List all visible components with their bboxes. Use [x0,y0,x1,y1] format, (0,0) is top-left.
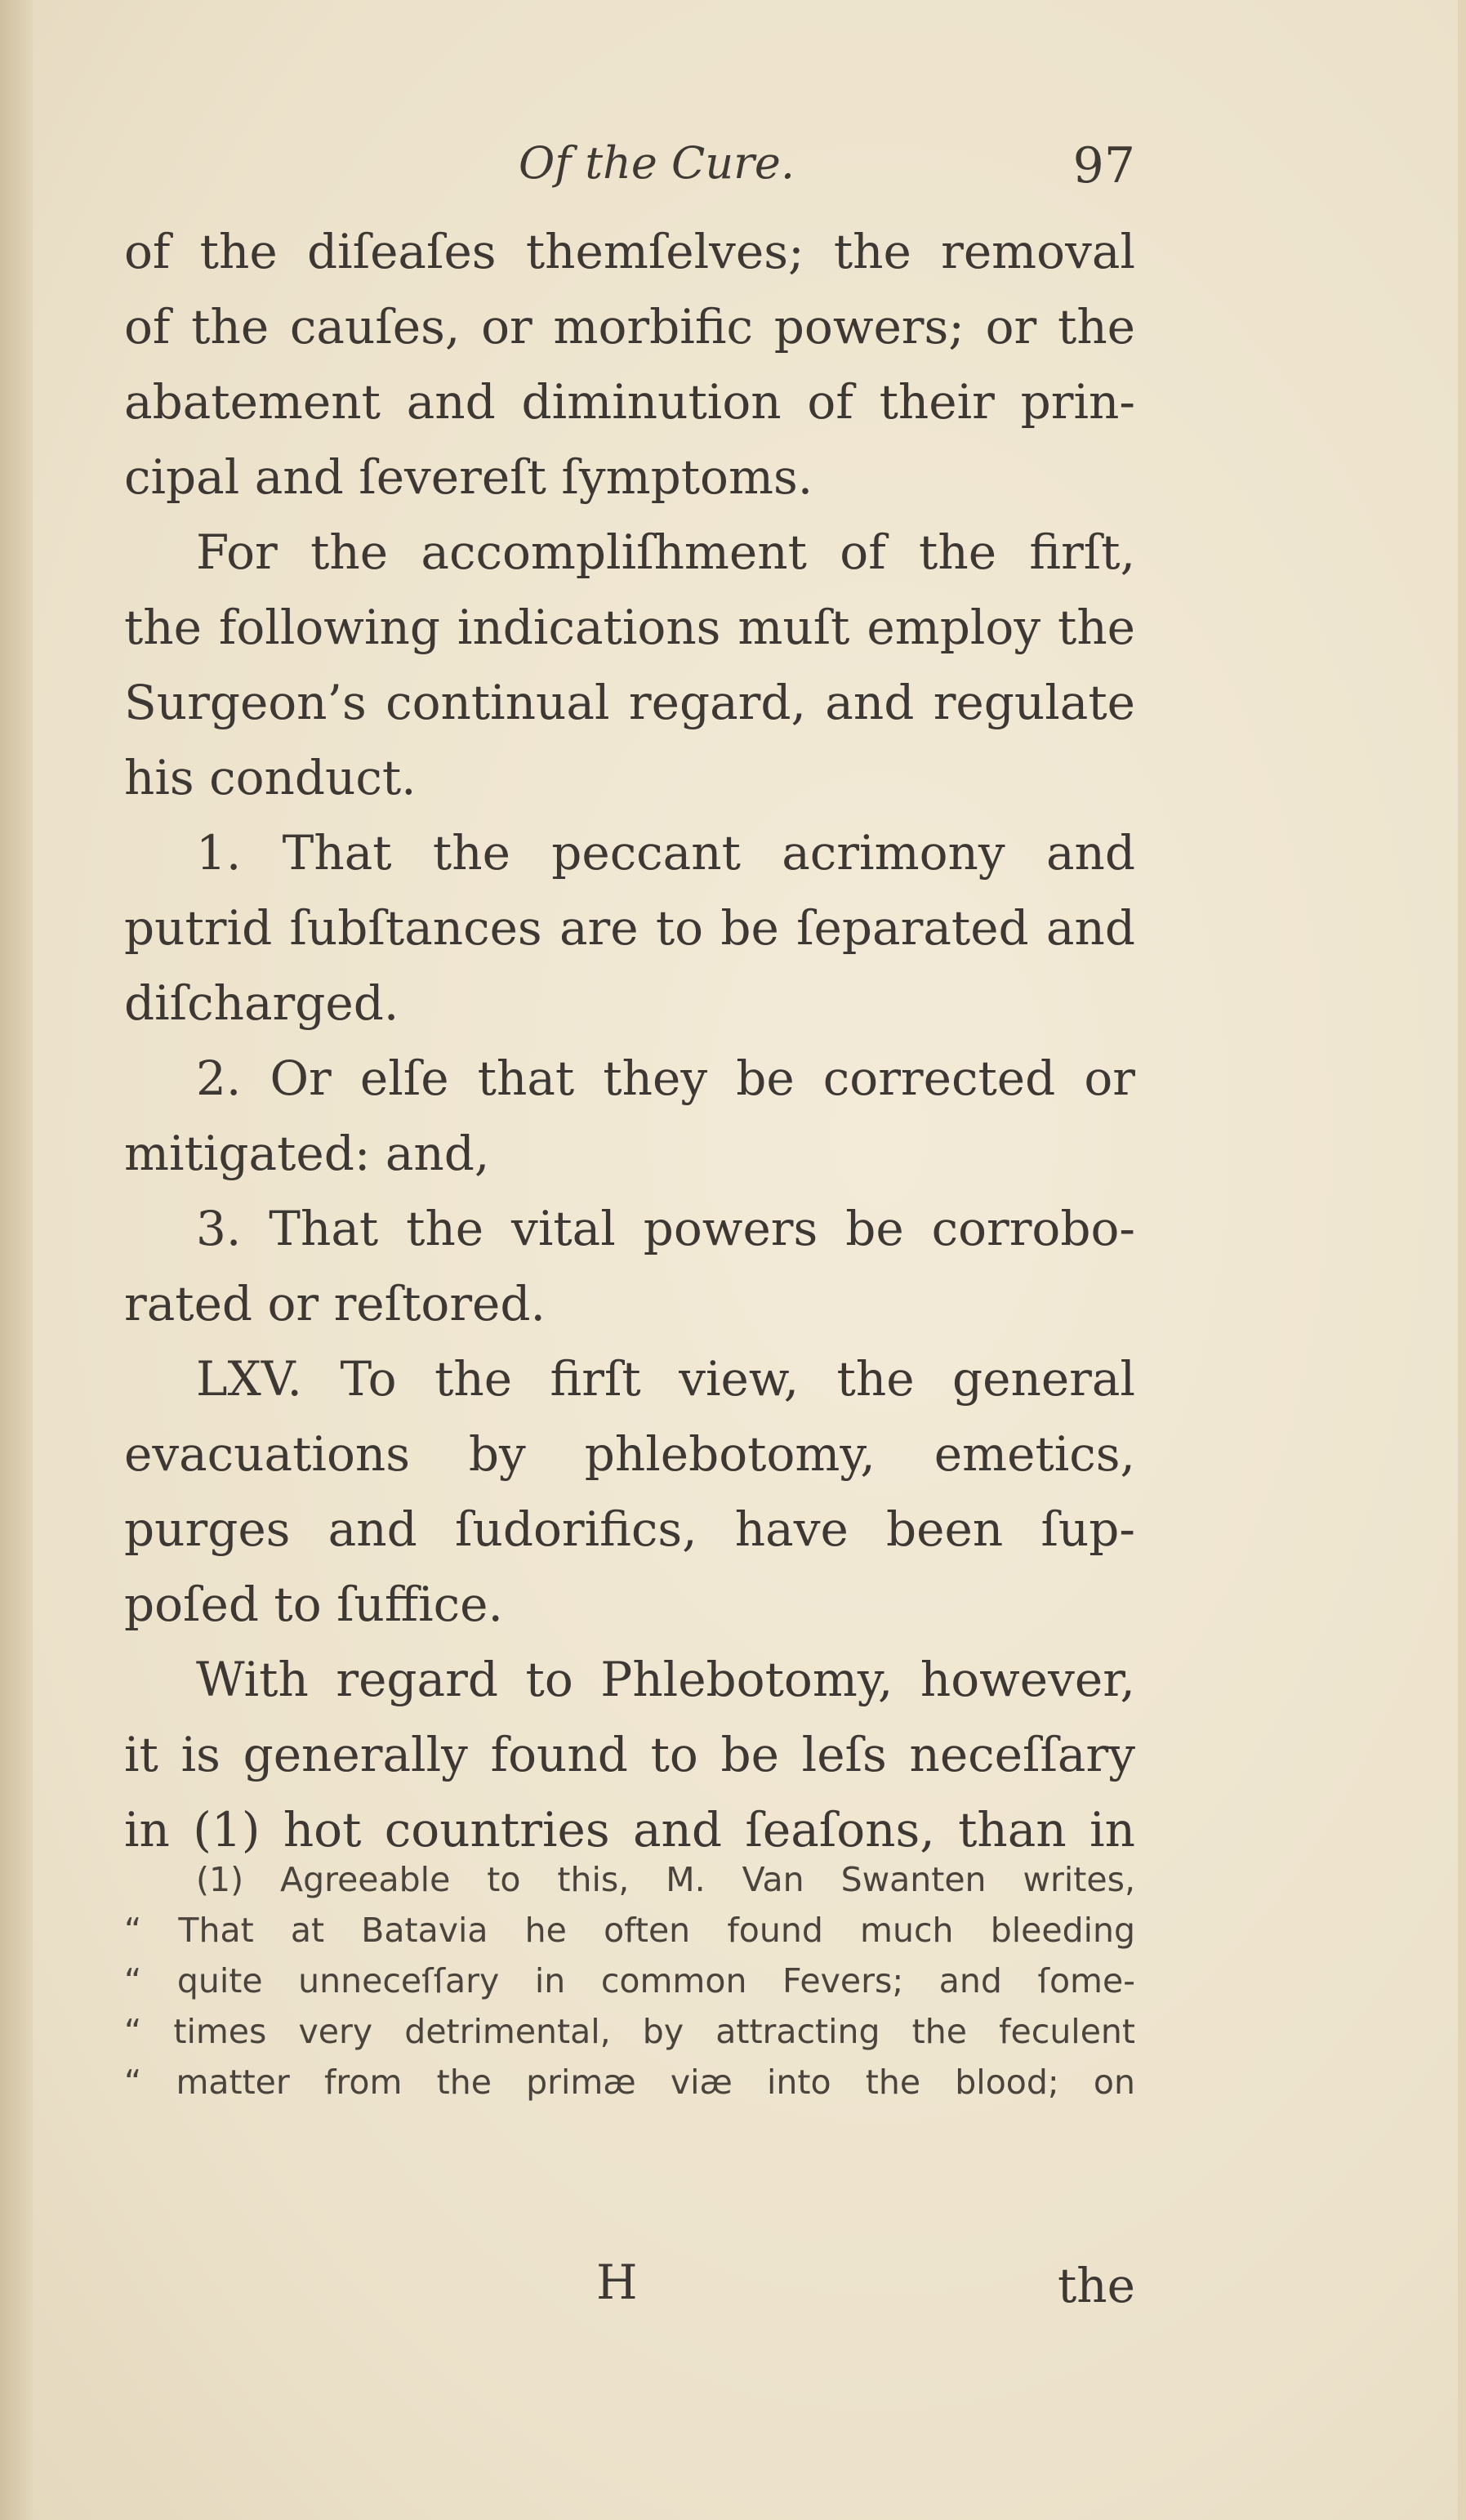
footnote-line: “ That at Batavia he often found much bleeding [124,1911,1135,1950]
footnote-line: “ times very detrimental, by attracting the feculent [124,2012,1135,2051]
text-line: his conduct. [124,750,417,805]
text-line: mitigated: and, [124,1126,490,1181]
signature-mark: H [596,2255,638,2310]
text-line: 1. That the peccant acrimony and [196,825,1135,881]
text-line: cipal and ſevereſt ſymptoms. [124,449,813,505]
page-header [123,137,1135,203]
page-number: 97 [1072,137,1135,194]
text-line: putrid ſubſtances are to be ſeparated and [124,900,1135,956]
text-line: diſcharged. [124,975,399,1031]
text-line: 2. Or elſe that they be corrected or [196,1050,1135,1106]
text-line: LXV. To the firſt view, the general [196,1351,1135,1407]
text-line: rated or reſtored. [124,1276,546,1331]
catchword: the [1058,2258,1135,2313]
body-text [124,214,1135,1867]
footnote-line: “ quite unneceſſary in common Fevers; and ſome- [124,1961,1135,2000]
page-footer [123,2255,1135,2320]
text-line: of the cauſes, or morbific powers; or the [124,299,1135,355]
text-line: Surgeon’s continual regard, and regulate [124,675,1135,730]
page-edge [1458,0,1466,2520]
text-line: the following indications muſt employ the [124,600,1135,655]
text-line: 3. That the vital powers be corrobo- [196,1201,1135,1256]
text-line: evacuations by phlebotomy, emetics, [124,1426,1135,1482]
footnote [124,1854,1135,2107]
text-line: poſed to ſuffice. [124,1577,503,1632]
running-title: Of the Cure. [519,137,795,189]
text-line: With regard to Phlebotomy, however, [196,1652,1135,1707]
text-line: it is generally found to be leſs neceſſary [124,1727,1135,1782]
text-line: For the accompliſhment of the firſt, [196,524,1135,580]
text-line: of the diſeaſes themſelves; the removal [124,224,1135,279]
text-line: purges and ſudorifics, have been ſup- [124,1501,1135,1557]
text-line: in (1) hot countries and ſeaſons, than in [124,1802,1135,1858]
footnote-line: (1) Agreeable to this, M. Van Swanten writes, [196,1860,1135,1899]
text-line: abatement and diminution of their prin- [124,374,1135,430]
footnote-line: “ matter from the primæ viæ into the blood; on [124,2063,1135,2102]
page-gutter [0,0,33,2520]
